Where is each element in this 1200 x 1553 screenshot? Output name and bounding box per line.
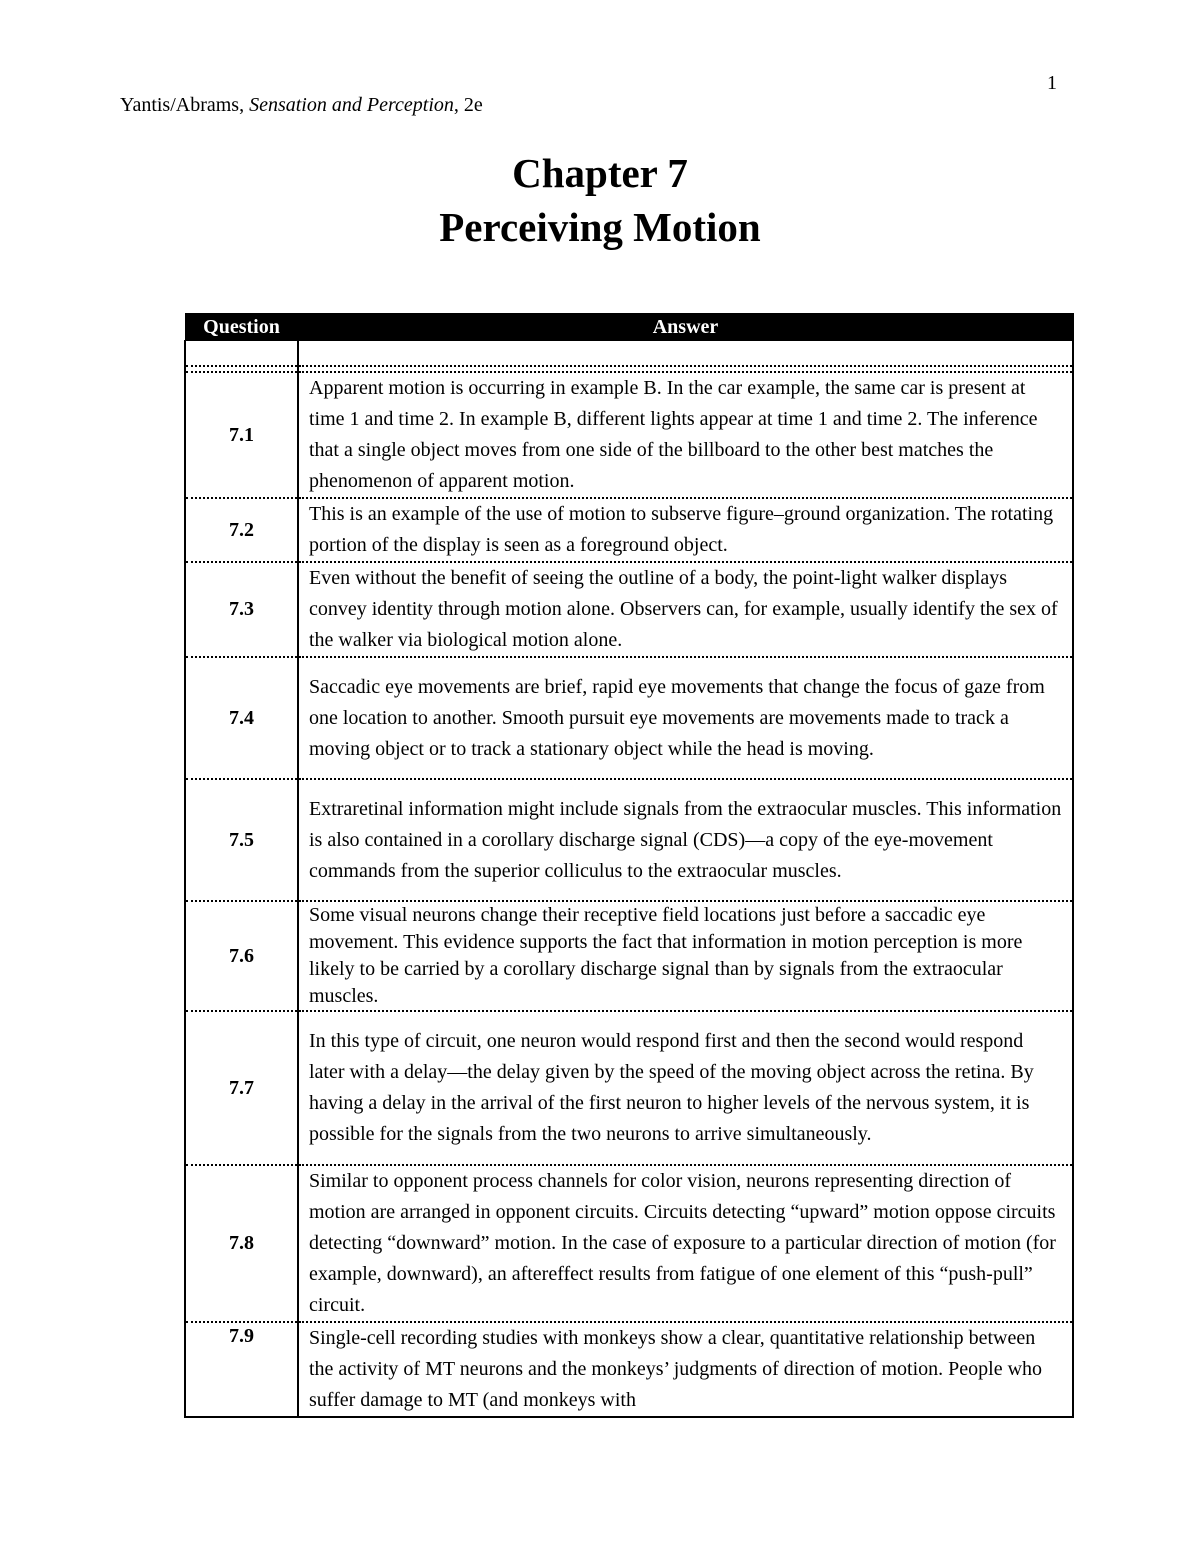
question-number: 7.4 xyxy=(185,657,298,779)
question-answer-table xyxy=(184,313,1074,1418)
table-row xyxy=(185,1165,1073,1322)
question-number: 7.9 xyxy=(185,1322,298,1417)
table-row xyxy=(185,1322,1073,1417)
column-header-question: Question xyxy=(185,314,298,341)
answer-text: Even without the benefit of seeing the outline of a body, the point-light walker displays convey identity through motion alone. Observers can, for example, usually identify the sex of the walker via biological motion alone. xyxy=(298,562,1073,657)
table-row xyxy=(185,779,1073,901)
table-row xyxy=(185,372,1073,498)
answer-text: Some visual neurons change their receptive field locations just before a saccadic eye movement. This evidence supports the fact that information in motion perception is more likely to be carried by a corollary discharge signal than by signals from the extraocular muscles. xyxy=(298,901,1073,1011)
table-row xyxy=(185,562,1073,657)
question-number: 7.7 xyxy=(185,1011,298,1165)
question-number: 7.6 xyxy=(185,901,298,1011)
table-spacer-row xyxy=(185,341,1073,367)
question-number: 7.1 xyxy=(185,372,298,498)
header-edition: , 2e xyxy=(453,94,483,116)
question-number: 7.8 xyxy=(185,1165,298,1322)
column-header-answer: Answer xyxy=(298,314,1073,341)
question-number: 7.3 xyxy=(185,562,298,657)
answer-text: This is an example of the use of motion to subserve figure–ground organization. The rotating portion of the display is seen as a foreground object. xyxy=(298,498,1073,562)
answer-text: Single-cell recording studies with monkeys show a clear, quantitative relationship between the activity of MT neurons and the monkeys’ judgments of direction of motion. People who suffer damage to MT (and monkeys with xyxy=(298,1322,1073,1417)
chapter-title: Chapter 7 xyxy=(512,150,688,196)
running-header xyxy=(120,94,483,117)
answer-text: Apparent motion is occurring in example B. In the car example, the same car is present at time 1 and time 2. In example B, different lights appear at time 1 and time 2. The inference that a single object moves from one side of the billboard to the other best matches the phenomenon of apparent motion. xyxy=(298,372,1073,498)
answer-text: Saccadic eye movements are brief, rapid eye movements that change the focus of gaze from one location to another. Smooth pursuit eye movements are movements made to track a moving object or to track a stationary object while the head is moving. xyxy=(298,657,1073,779)
header-authors: Yantis/Abrams, xyxy=(120,94,250,116)
table-row xyxy=(185,498,1073,562)
table-row xyxy=(185,657,1073,779)
answer-text: In this type of circuit, one neuron would respond first and then the second would respond later with a delay—the delay given by the speed of the moving object across the retina. By having a delay in the arrival of the first neuron to higher levels of the nervous system, it is possible for the signals from the two neurons to arrive simultaneously. xyxy=(298,1011,1073,1165)
table-row xyxy=(185,1011,1073,1165)
answer-text: Extraretinal information might include signals from the extraocular muscles. This information is also contained in a corollary discharge signal (CDS)—a copy of the eye-movement commands from the superior colliculus to the extraocular muscles. xyxy=(298,779,1073,901)
question-number: 7.2 xyxy=(185,498,298,562)
spacer-cell xyxy=(185,341,298,367)
answer-text: Similar to opponent process channels for color vision, neurons representing direction of motion are arranged in opponent circuits. Circuits detecting “upward” motion oppose circuits detecting “downward” motion. In the case of exposure to a particular direction of motion (for example, downward), an aftereffect results from fatigue of one element of this “push-pull” circuit. xyxy=(298,1165,1073,1322)
table-header-row xyxy=(185,314,1073,341)
chapter-subtitle: Perceiving Motion xyxy=(439,204,761,250)
question-number: 7.5 xyxy=(185,779,298,901)
header-book-title: Sensation and Perception xyxy=(249,94,454,116)
spacer-cell xyxy=(298,341,1073,367)
table-row xyxy=(185,901,1073,1011)
page-number: 1 xyxy=(1047,72,1057,94)
